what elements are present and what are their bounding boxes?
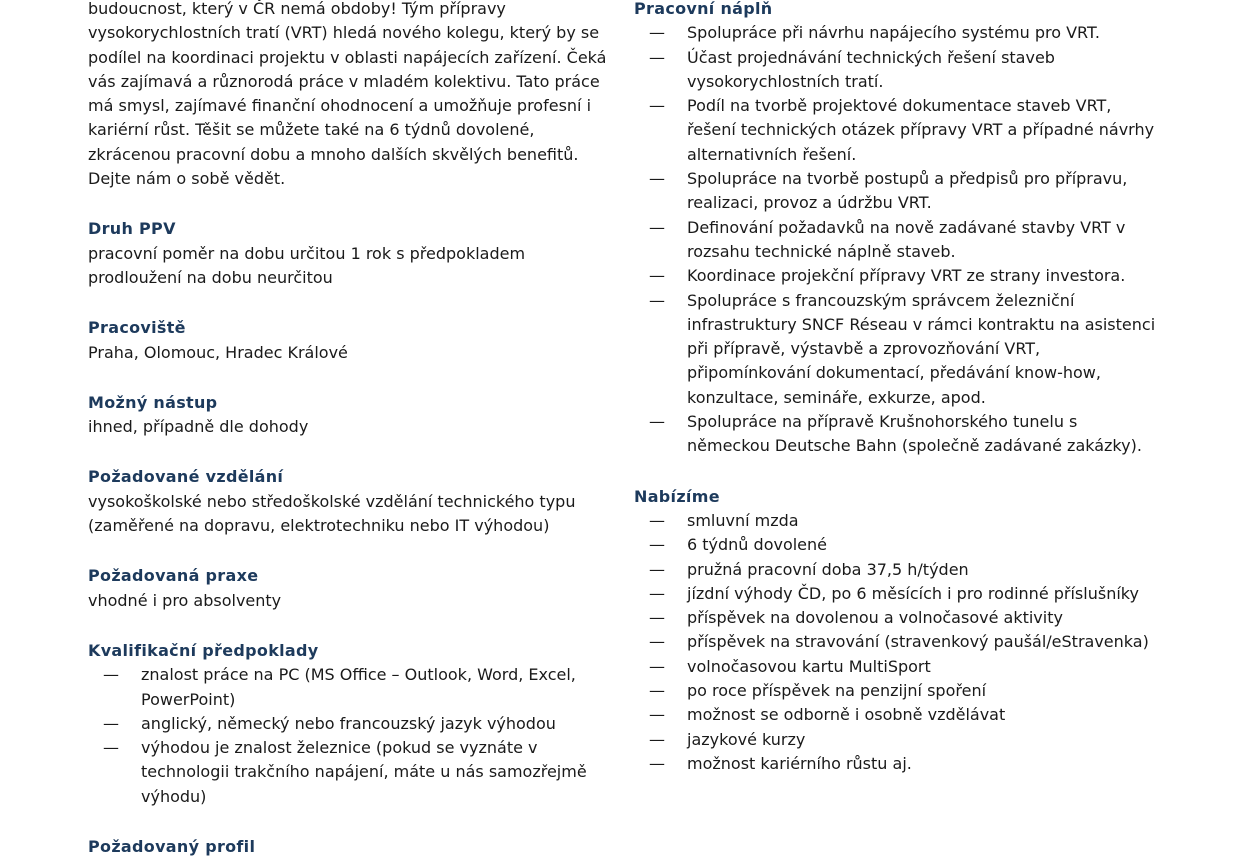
list-item-text: Podíl na tvorbě projektové dokumentace staveb VRT, řešení technických otázek přípravy VRT a případné návrhy alternativních řešení.: [687, 96, 1155, 164]
list-item: [634, 289, 1164, 410]
dash-bullet: —: [649, 412, 665, 432]
list-item: [634, 21, 1164, 45]
list-item: [634, 509, 1164, 533]
list-item-text: příspěvek na dovolenou a volnočasové aktivity: [687, 608, 1063, 628]
heading-praxe: Požadovaná praxe: [88, 566, 259, 586]
dash-bullet: —: [649, 47, 665, 67]
list-item-text: znalost práce na PC (MS Office – Outlook, Word, Excel, PowerPoint): [141, 665, 576, 709]
heading-druh-ppv: Druh PPV: [88, 219, 176, 239]
list-item-text: příspěvek na stravování (stravenkový paušál/eStravenka): [687, 632, 1149, 652]
section-druh-ppv: [88, 217, 616, 290]
list-item: [634, 630, 1164, 654]
list-item: [634, 679, 1164, 703]
list-item: [88, 663, 616, 712]
list-item: [634, 533, 1164, 557]
list-item: [88, 736, 616, 809]
dash-bullet: —: [649, 583, 665, 603]
list-item-text: možnost kariérního růstu aj.: [687, 753, 912, 773]
list-item-text: Koordinace projekční přípravy VRT ze strany investora.: [687, 266, 1126, 286]
heading-nastup: Možný nástup: [88, 392, 218, 412]
text-pracoviste: Praha, Olomouc, Hradec Králové: [88, 342, 348, 362]
dash-bullet: —: [649, 217, 665, 237]
list-item-text: volnočasovou kartu MultiSport: [687, 656, 931, 676]
list-kvalifikace: [88, 663, 616, 809]
list-item: [634, 606, 1164, 630]
list-item: [634, 167, 1164, 216]
section-nastup: [88, 391, 616, 440]
section-pracoviste: [88, 316, 616, 365]
list-item-text: výhodou je znalost železnice (pokud se vyznáte v technologii trakčního napájení, máte u nás samozřejmě výhodu): [141, 738, 587, 806]
list-item: [634, 46, 1164, 95]
list-item-text: Spolupráce s francouzským správcem železniční infrastruktury SNCF Réseau v rámci kontraktu na asistenci při přípravě, výstavbě a zprovozňování VRT, připomínkování dokumentací, předávání know-how, konzultace, semináře, exkurze, apod.: [687, 290, 1156, 407]
right-column: [634, 0, 1164, 776]
list-item-text: 6 týdnů dovolené: [687, 535, 828, 555]
list-naplne: [634, 21, 1164, 458]
dash-bullet: —: [649, 729, 665, 749]
dash-bullet: —: [649, 169, 665, 189]
section-nabizime: [634, 485, 1164, 777]
list-item-text: Definování požadavků na nově zadávané stavby VRT v rozsahu technické náplně staveb.: [687, 217, 1126, 261]
heading-kvalifikace: Kvalifikační předpoklady: [88, 640, 319, 660]
dash-bullet: —: [649, 535, 665, 555]
heading-pracoviste: Pracoviště: [88, 318, 186, 338]
dash-bullet: —: [649, 96, 665, 116]
left-column: [88, 0, 616, 859]
list-item-text: Spolupráce na tvorbě postupů a předpisů pro přípravu, realizaci, provoz a údržbu VRT.: [687, 169, 1128, 213]
text-druh-ppv: pracovní poměr na dobu určitou 1 rok s předpokladem prodloužení na dobu neurčitou: [88, 243, 526, 287]
list-item: [634, 558, 1164, 582]
heading-naplne: Pracovní náplň: [634, 0, 773, 18]
dash-bullet: —: [103, 738, 119, 758]
dash-bullet: —: [649, 290, 665, 310]
dash-bullet: —: [649, 705, 665, 725]
text-praxe: vhodné i pro absolventy: [88, 590, 282, 610]
list-item: [634, 94, 1164, 167]
list-item-text: jízdní výhody ČD, po 6 měsících i pro rodinné příslušníky: [687, 583, 1139, 603]
section-kvalifikace: [88, 639, 616, 809]
list-nabizime: [634, 509, 1164, 776]
list-item: [634, 703, 1164, 727]
list-item: [634, 655, 1164, 679]
text-nastup: ihned, případně dle dohody: [88, 417, 309, 437]
text-vzdelani: vysokoškolské nebo středoškolské vzdělání technického typu (zaměřené na dopravu, elektrotechniku nebo IT výhodou): [88, 491, 576, 536]
list-item-text: možnost se odborně i osobně vzdělávat: [687, 705, 1006, 725]
list-item: [88, 712, 616, 736]
heading-nabizime: Nabízíme: [634, 486, 720, 506]
list-item: [634, 582, 1164, 606]
list-item: [634, 216, 1164, 265]
list-item-text: anglický, německý nebo francouzský jazyk výhodou: [141, 713, 556, 733]
dash-bullet: —: [103, 665, 119, 685]
list-item-text: Účast projednávání technických řešení staveb vysokorychlostních tratí.: [687, 47, 1055, 91]
list-item-text: pružná pracovní doba 37,5 h/týden: [687, 559, 969, 579]
dash-bullet: —: [649, 608, 665, 628]
dash-bullet: —: [649, 23, 665, 43]
dash-bullet: —: [649, 753, 665, 773]
dash-bullet: —: [649, 632, 665, 652]
heading-vzdelani: Požadované vzdělání: [88, 467, 284, 487]
list-item: [634, 410, 1164, 459]
dash-bullet: —: [649, 656, 665, 676]
section-naplne: [634, 0, 1164, 459]
list-item: [634, 728, 1164, 752]
list-item-text: jazykové kurzy: [687, 729, 806, 749]
section-profil: [88, 835, 616, 859]
list-item: [634, 752, 1164, 776]
section-vzdelani: [88, 465, 616, 538]
dash-bullet: —: [649, 266, 665, 286]
list-item-text: smluvní mzda: [687, 510, 799, 530]
list-item-text: Spolupráce při návrhu napájecího systému pro VRT.: [687, 23, 1100, 43]
list-item-text: po roce příspěvek na penzijní spoření: [687, 681, 987, 701]
dash-bullet: —: [649, 510, 665, 530]
dash-bullet: —: [103, 713, 119, 733]
heading-profil: Požadovaný profil: [88, 837, 256, 857]
dash-bullet: —: [649, 681, 665, 701]
list-item: [634, 264, 1164, 288]
intro-paragraph: budoucnost, který v ČR nemá obdoby! Tým přípravy vysokorychlostních tratí (VRT) hledá nového kolegu, který by se podílel na koordinaci projektu v oblasti napájecích zařízení. Čeká vás zajímavá a různorodá práce v mladém kolektivu. Tato práce má smysl, zajímavé finanční ohodnocení a umožňuje profesní i kariérní růst. Těšit se můžete také na 6 týdnů dovolené, zkrácenou pracovní dobu a mnoho dalších skvělých benefitů. Dejte nám o sobě vědět.: [88, 0, 607, 189]
dash-bullet: —: [649, 559, 665, 579]
list-item-text: Spolupráce na přípravě Krušnohorského tunelu s německou Deutsche Bahn (společně zadávané zakázky).: [687, 412, 1142, 456]
section-praxe: [88, 564, 616, 613]
